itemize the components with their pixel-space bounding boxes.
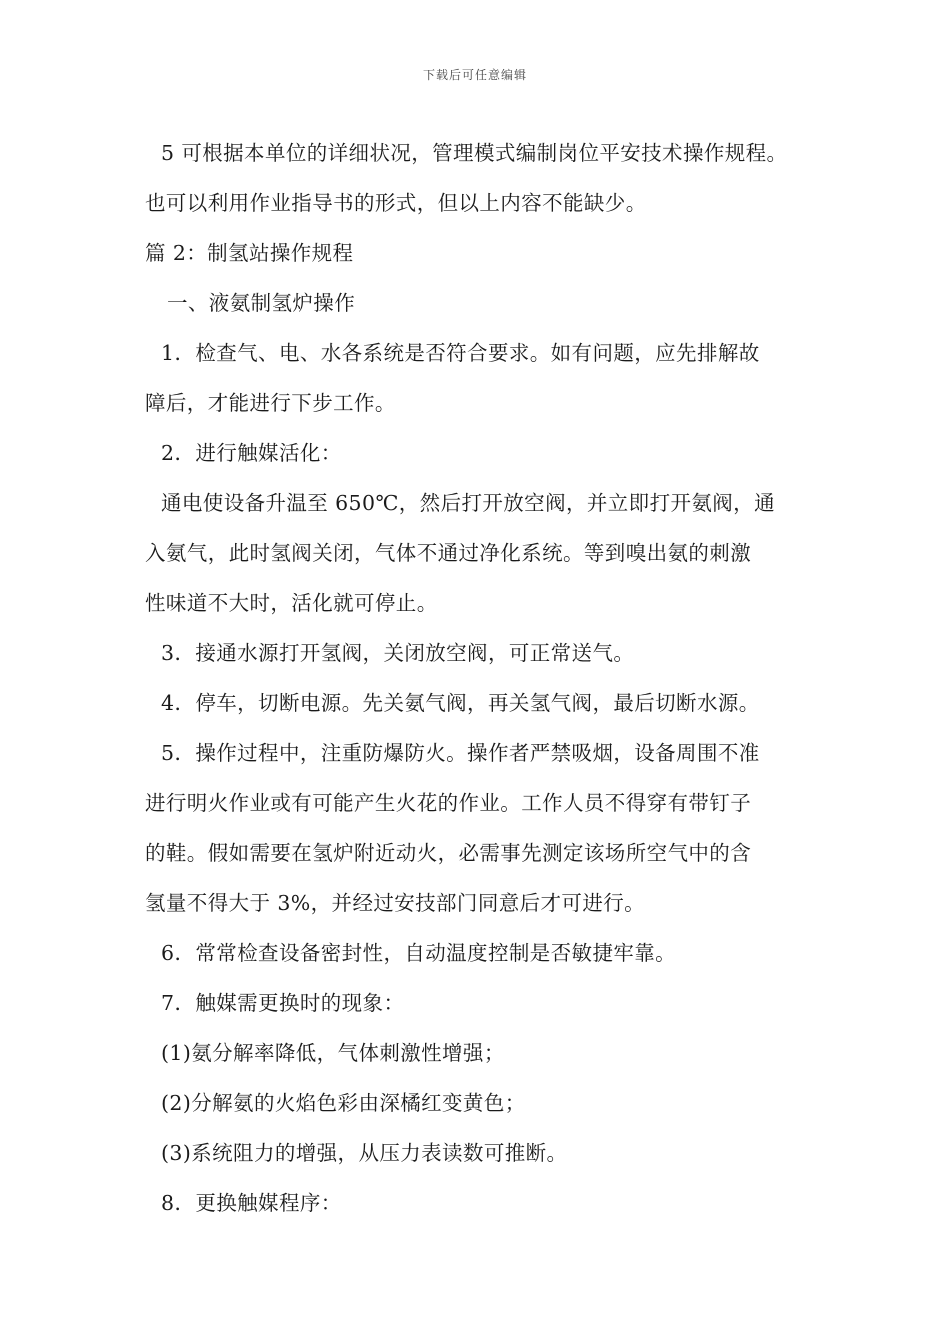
- subsection-title: 一、液氨制氢炉操作: [167, 291, 356, 315]
- paragraph-line: 障后，才能进行下步工作。: [145, 391, 396, 415]
- paragraph-line: 4．停车，切断电源。先关氨气阀，再关氢气阀，最后切断水源。: [161, 691, 760, 715]
- paragraph-line: 进行明火作业或有可能产生火花的作业。工作人员不得穿有带钉子: [145, 791, 752, 815]
- paragraph-line: 也可以利用作业指导书的形式，但以上内容不能缺少。: [145, 191, 647, 215]
- paragraph-line: 3．接通水源打开氢阀，关闭放空阀，可正常送气。: [161, 641, 635, 665]
- paragraph-line: 6．常常检查设备密封性，自动温度控制是否敏捷牢靠。: [161, 941, 677, 965]
- page-header: 下载后可任意编辑: [422, 68, 527, 82]
- paragraph-line: 氢量不得大于 3%，并经过安技部门同意后才可进行。: [145, 891, 646, 915]
- document-body: [145, 128, 825, 1228]
- paragraph-line: 5 可根据本单位的详细状况，管理模式编制岗位平安技术操作规程。: [161, 141, 788, 165]
- paragraph-line: 5．操作过程中，注重防爆防火。操作者严禁吸烟，设备周围不准: [161, 741, 760, 765]
- paragraph-line: 入氨气，此时氢阀关闭，气体不通过净化系统。等到嗅出氨的刺激: [145, 541, 752, 565]
- list-item: (2)分解氨的火焰色彩由深橘红变黄色；: [161, 1091, 526, 1115]
- paragraph-line: 8．更换触媒程序：: [161, 1191, 342, 1215]
- paragraph-line: 性味道不大时，活化就可停止。: [145, 591, 438, 615]
- list-item: (3)系统阻力的增强，从压力表读数可推断。: [161, 1141, 568, 1165]
- paragraph-line: 2．进行触媒活化：: [161, 441, 342, 465]
- paragraph-line: 的鞋。假如需要在氢炉附近动火，必需事先测定该场所空气中的含: [145, 841, 752, 865]
- paragraph-line: 通电使设备升温至 650℃，然后打开放空阀，并立即打开氨阀，通: [161, 491, 775, 515]
- section-title: 篇 2：制氢站操作规程: [145, 241, 354, 265]
- list-item: (1)氨分解率降低，气体刺激性增强；: [161, 1041, 505, 1065]
- paragraph-line: 1．检查气、电、水各系统是否符合要求。如有问题，应先排解故: [161, 341, 760, 365]
- paragraph-line: 7．触媒需更换时的现象：: [161, 991, 405, 1015]
